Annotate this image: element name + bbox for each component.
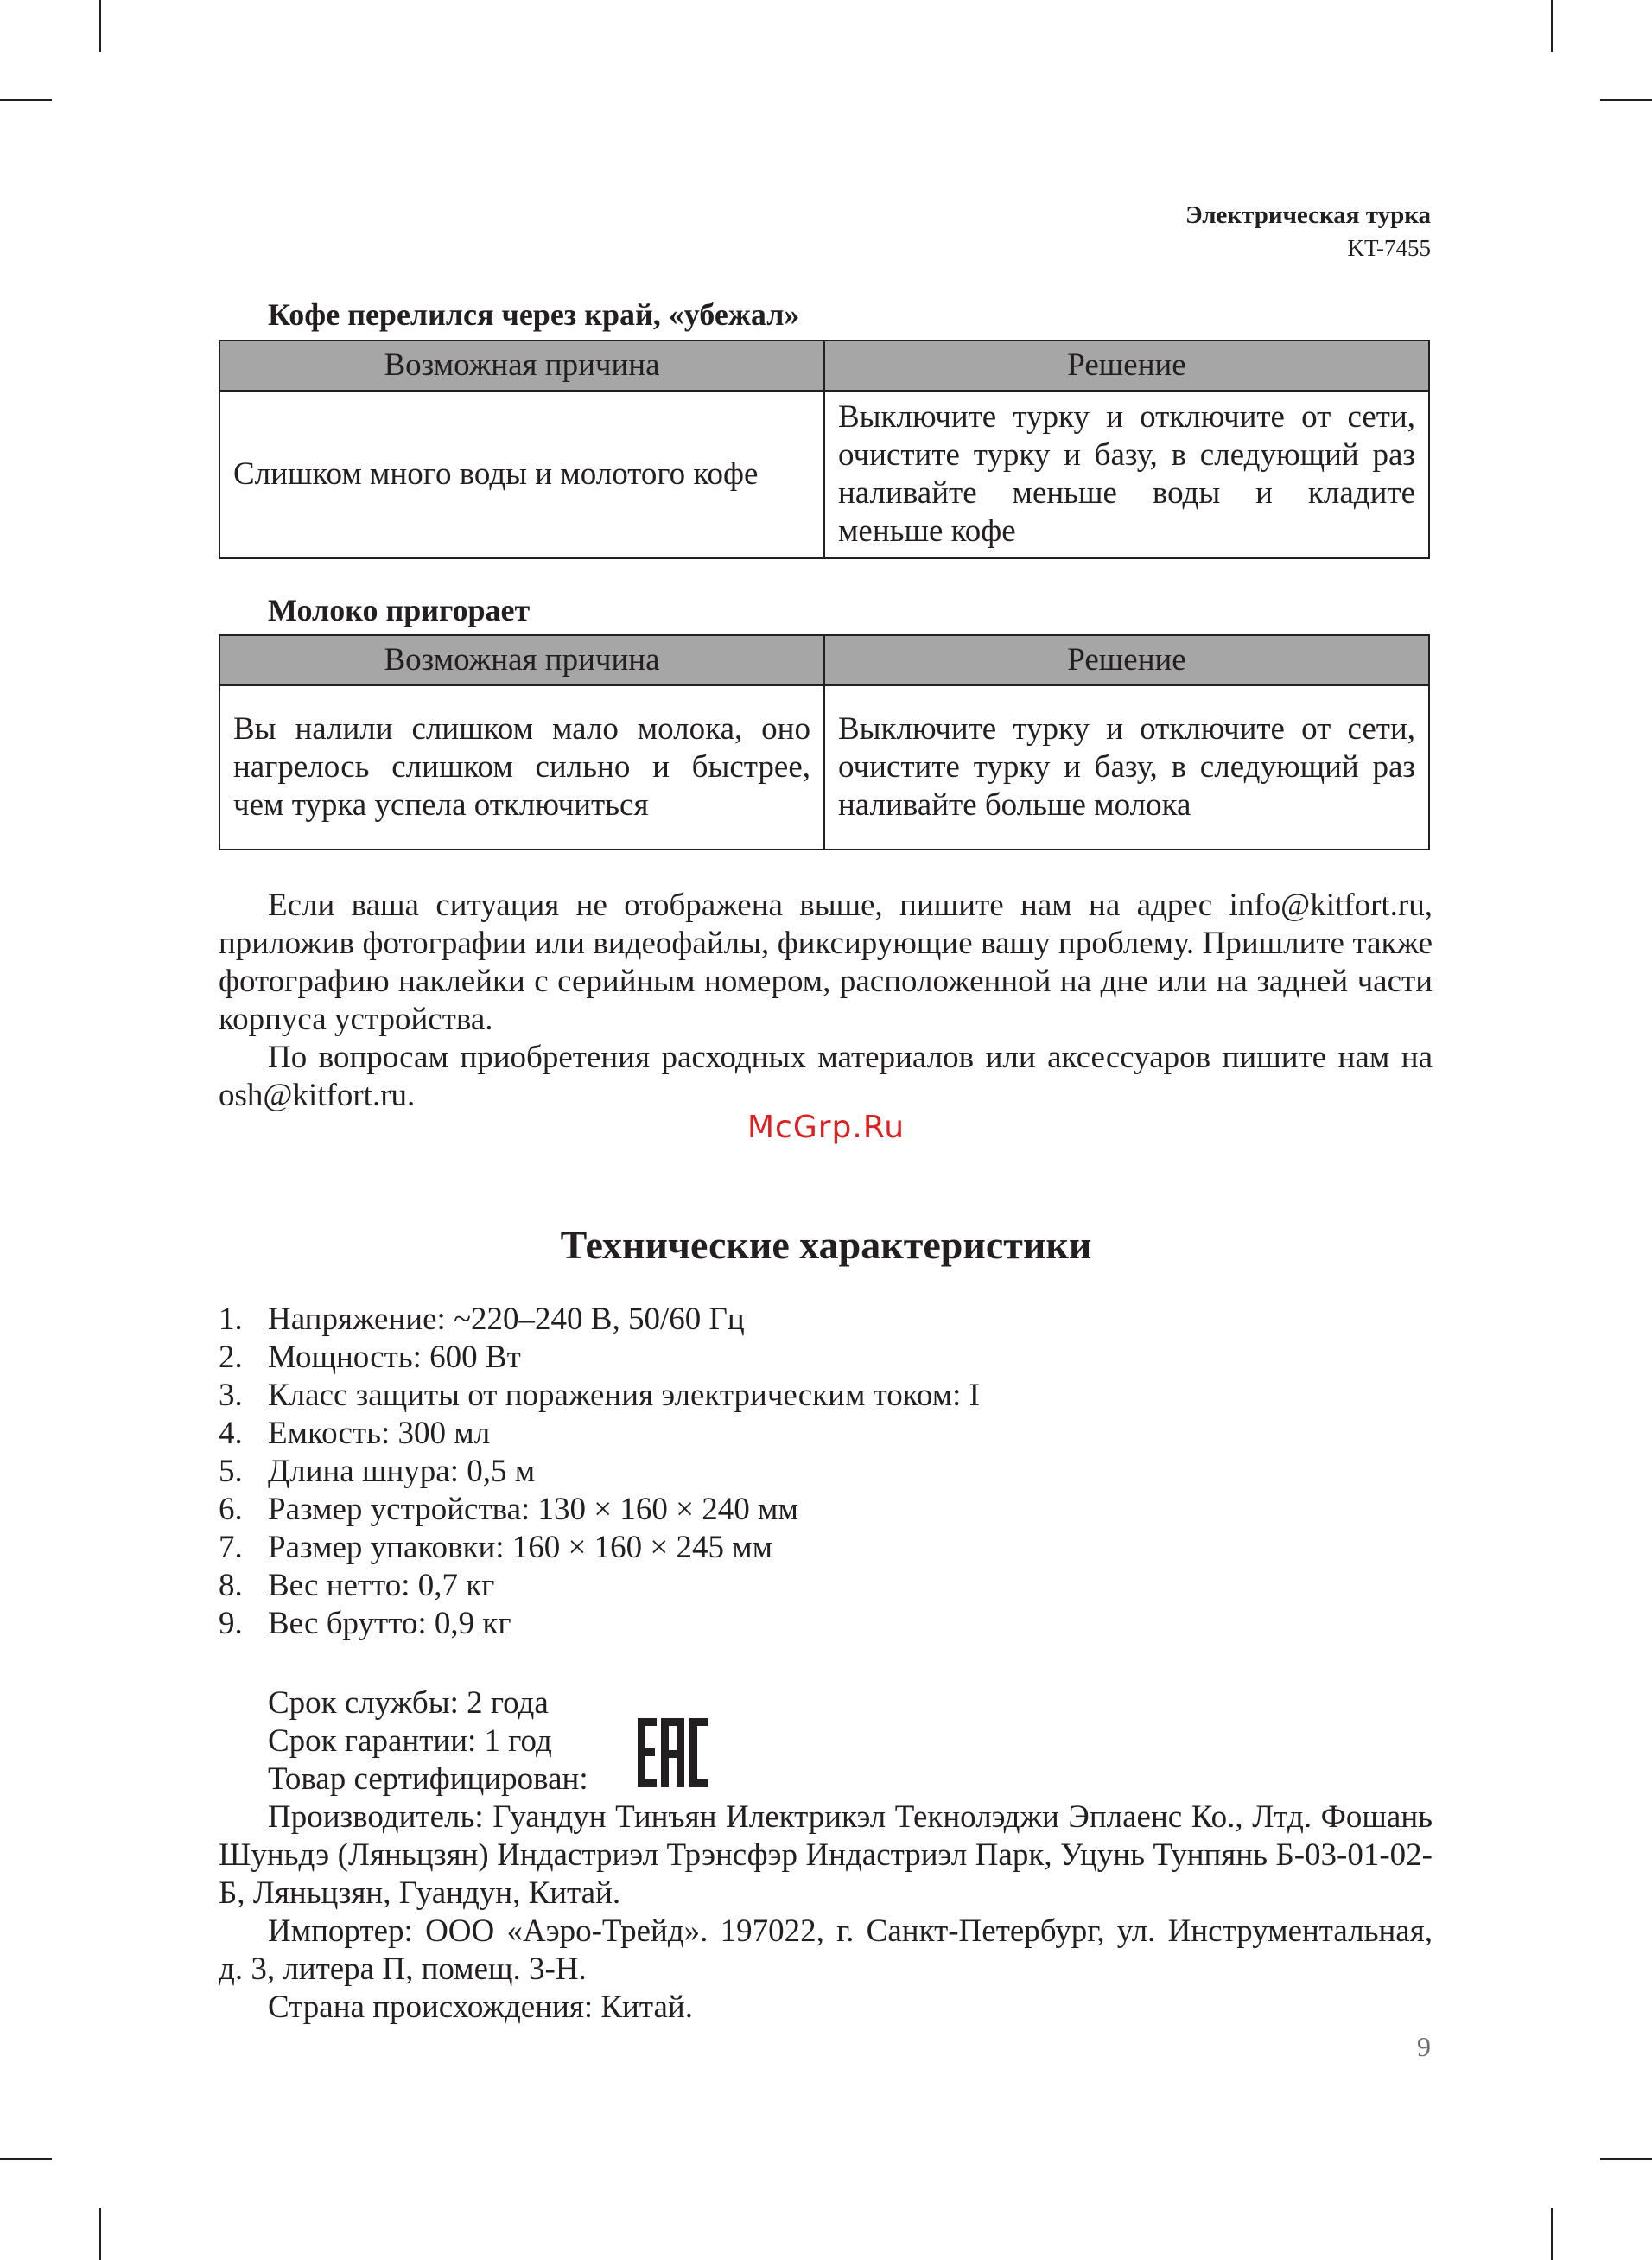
- crop-mark: [0, 2158, 52, 2160]
- page-number: 9: [1417, 2031, 1431, 2062]
- header-model: KT-7455: [1347, 235, 1431, 261]
- spec-item: [219, 1339, 980, 1377]
- column-header-cause: Возможная причина: [219, 635, 824, 685]
- warranty: Срок гарантии: 1 год: [268, 1723, 552, 1759]
- spec-text: Размер упаковки: 160 × 160 × 245 мм: [268, 1530, 773, 1565]
- crop-mark: [1600, 99, 1652, 101]
- spec-text: Длина шнура: 0,5 м: [268, 1454, 536, 1489]
- troubleshoot-table-overflow: [219, 340, 1430, 559]
- specs-list: [219, 1301, 980, 1643]
- running-header: [1185, 199, 1431, 264]
- spec-text: Класс защиты от поражения электрическим током: I: [268, 1378, 980, 1413]
- spec-item: [219, 1529, 980, 1567]
- table-row: [219, 391, 1429, 558]
- watermark: McGrp.Ru: [747, 1110, 905, 1145]
- crop-mark: [99, 2208, 101, 2260]
- column-header-cause: Возможная причина: [219, 341, 824, 391]
- spec-text: Вес брутто: 0,9 кг: [268, 1606, 511, 1641]
- column-header-solution: Решение: [824, 635, 1429, 685]
- crop-mark: [1551, 0, 1553, 52]
- spec-number: 9.: [219, 1606, 243, 1641]
- specs-title: Технические характеристики: [560, 1223, 1092, 1267]
- crop-mark: [1551, 2208, 1553, 2260]
- table-header-row: [219, 635, 1429, 685]
- table-header-row: [219, 341, 1429, 391]
- column-header-solution: Решение: [824, 341, 1429, 391]
- spec-number: 4.: [219, 1416, 243, 1451]
- spec-number: 1.: [219, 1302, 243, 1337]
- section-title-overflow: Кофе перелился через край, «убежал»: [268, 297, 800, 332]
- spec-number: 8.: [219, 1568, 243, 1603]
- solution-cell: Выключите турку и отключите от сети, очистите турку и базу, в следующий раз наливайте меньше воды и кладите меньше кофе: [824, 391, 1429, 558]
- accessories-paragraph: По вопросам приобретения расходных материалов или аксессуаров пишите нам на osh@kitfort.ru.: [219, 1040, 1433, 1113]
- spec-number: 3.: [219, 1378, 243, 1413]
- service-life: Срок службы: 2 года: [268, 1685, 549, 1721]
- crop-mark: [1600, 2158, 1652, 2160]
- importer: Импортер: ООО «Аэро-Трейд». 197022, г. Санкт-Петербург, ул. Инструментальная, д. 3, литера П, помещ. 3-Н.: [219, 1913, 1433, 1987]
- spec-text: Мощность: 600 Вт: [268, 1340, 521, 1375]
- table-row: [219, 685, 1429, 850]
- spec-number: 6.: [219, 1492, 243, 1527]
- spec-number: 5.: [219, 1454, 243, 1489]
- certified-label: Товар сертифицирован:: [268, 1761, 588, 1797]
- cause-cell: Вы налили слишком мало молока, оно нагрелось слишком сильно и быстрее, чем турка успела отключиться: [219, 685, 824, 850]
- spec-item: [219, 1377, 980, 1415]
- troubleshoot-table-milk: [219, 634, 1430, 850]
- spec-item: [219, 1605, 980, 1643]
- section-title-milk: Молоко пригорает: [268, 593, 531, 627]
- header-title: Электрическая турка: [1185, 201, 1431, 229]
- manufacturer: Производитель: Гуандун Тинъян Илектрикэл Текнолэджи Эплаенс Ко., Лтд. Фошань Шуньдэ (Ляньцзян) Индастриэл Трэнсфэр Индастриэл Парк, Уцунь Тунпянь Б-03-01-02-Б, Ляньцзян, Гуандун, Китай.: [219, 1799, 1433, 1911]
- solution-cell: Выключите турку и отключите от сети, очистите турку и базу, в следующий раз наливайте больше молока: [824, 685, 1429, 850]
- spec-number: 7.: [219, 1530, 243, 1565]
- spec-text: Емкость: 300 мл: [268, 1416, 491, 1451]
- spec-item: [219, 1491, 980, 1529]
- spec-item: [219, 1567, 980, 1605]
- spec-text: Вес нетто: 0,7 кг: [268, 1568, 495, 1603]
- spec-text: Напряжение: ~220–240 В, 50/60 Гц: [268, 1302, 745, 1337]
- contact-paragraph: Если ваша ситуация не отображена выше, пишите нам на адрес info@kitfort.ru, приложив фотографии или видеофайлы, фиксирующие вашу проблему. Пришлите также фотографию наклейки с серийным номером, расположенной на дне или на задней части корпуса устройства.: [219, 888, 1433, 1037]
- country-of-origin: Страна происхождения: Китай.: [268, 1989, 693, 2025]
- crop-mark: [99, 0, 101, 52]
- spec-item: [219, 1301, 980, 1339]
- spec-item: [219, 1453, 980, 1491]
- eac-certification-icon: [638, 1718, 708, 1787]
- spec-text: Размер устройства: 130 × 160 × 240 мм: [268, 1492, 798, 1527]
- cause-cell: Слишком много воды и молотого кофе: [219, 391, 824, 558]
- crop-mark: [0, 99, 52, 101]
- spec-number: 2.: [219, 1340, 243, 1375]
- spec-item: [219, 1415, 980, 1453]
